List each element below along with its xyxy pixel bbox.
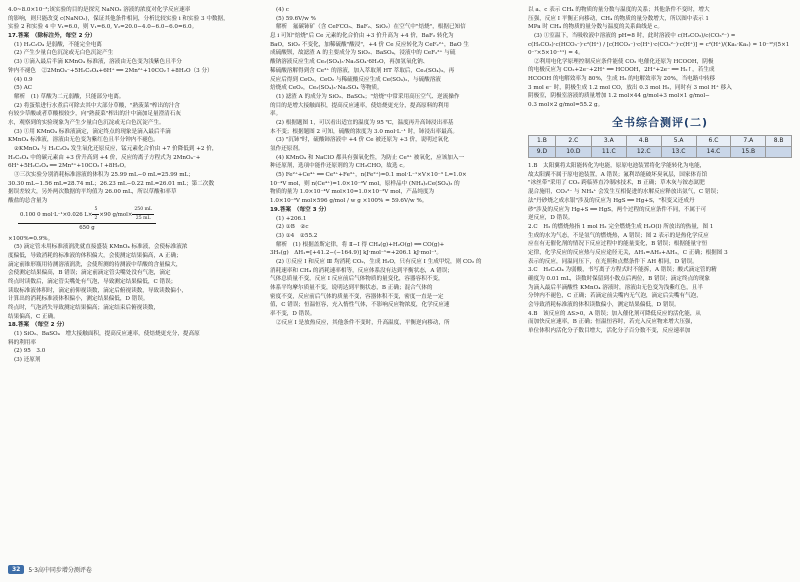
answer-key-cell: 2.C: [555, 136, 591, 147]
text-line: 确度为 0.01 mL，读数时保留到小数点后两位，B 错误；滴定终点的现象: [528, 276, 710, 282]
text-line: 据误差较大，另外两次数据的平均值为 26.00 mL，所以草酸和率草: [8, 189, 177, 196]
answer-key-cell: 11.C: [591, 147, 626, 158]
text-line: 0.3 mol×2 g/mol=55.2 g。: [528, 101, 604, 108]
text-line: 以 a、c 表示 CH₄ 的物质的量分数与温度的关系；其他条件不变时，增大: [528, 7, 710, 13]
text-line: (3) 还原剂: [14, 357, 41, 364]
column-left: [8, 6, 260, 365]
text-line: (1) H₂C₂O₄ 是弱酸，不能完全电离: [14, 41, 102, 48]
text-line: (2) 根据题图 1，可以看出适宜的温度为 95 ℃，温度再升高铈浸出率基: [276, 119, 454, 126]
text-line: 气体总质量不变，反应 Ⅰ 反应前后气体物质的量变化，容器容积不变，: [270, 276, 444, 283]
column-middle-text: [270, 6, 514, 327]
column-right-text-bottom: [528, 162, 792, 335]
text-line: 19.答案 （每空 3 分）: [270, 206, 330, 213]
text-line: 物质的量为 1.0×10⁻⁴V mol×10=1.0×10⁻³V mol，产品纯度为: [270, 189, 435, 196]
text-line: "冰丝带"采用了 CO₂ 跨临界直冷制冰技术，B 正确；草木灰与铵态氮肥: [528, 180, 705, 187]
answer-key-cell: 9.D: [529, 147, 556, 158]
text-line: 而加快反应速率，B 正确；恒温恒容时，若充入反应物来增大压强，: [528, 319, 697, 326]
text-line: 稀硫酸溶解得到含 Ce³⁺ 的溶液，加入萃取剂 HT 萃取后，Ce₂(SO₄)₃，再: [270, 67, 455, 74]
text-line: ②KMnO₄ 与 H₂C₂O₄ 发生氧化还原反应，锰元素化合价由 +7 价降低到 +2 价，: [14, 146, 218, 152]
text-line: 4.0~8.0×10⁻³;该实验的目的是探究 NaNO₂ 溶液的浓度对化学反应速率: [8, 7, 191, 13]
answer-key-row-2: [529, 147, 792, 158]
text-line: 解析 (1) 草酸为二元弱酸，只能部分电离。: [14, 93, 125, 100]
text-line: (1) +206.1: [276, 215, 307, 222]
answer-key-cell: 15.B: [731, 147, 766, 158]
column-middle: [270, 6, 514, 327]
text-line: 2.C H₂ 的燃烧热指 1 mol H₂ 完全燃烧生成 H₂O(l) 所放出的热量，图 1: [528, 223, 714, 230]
text-line: 计算出的消耗标准液体积偏小，测定结果偏低，D 错误。: [8, 296, 149, 303]
text-line: ②利用电化学原理控制反应条件能使 CO₂ 电催化还原为 HCOOH，阴极: [534, 58, 714, 65]
answer-key-cell: 6.C: [696, 136, 731, 147]
text-line: 钟内不褪色 ②2MnO₄⁻+5H₂C₂O₄+6H⁺ ══ 2Mn²⁺+10CO₂↑+8H₂O（3 分）: [8, 67, 213, 74]
formula-frac1-num: 5: [92, 206, 99, 215]
answer-key-cell: 14.C: [696, 147, 731, 158]
column-right-text-top: [528, 6, 792, 109]
text-line: H₂C₂O₄ 中的碳元素由 +3 价升高到 +4 价，反应的离子方程式为 2MnO₄⁻+: [8, 154, 201, 161]
text-line: 息 i 可知"焙烧"后 Ce 元素的化合价由 +3 价升高为 +4 价，BaF₂ 转化为: [270, 33, 454, 40]
text-line: ②反应 Ⅰ 是放热反应，其他条件不变时，升高温度，平衡逆向移动，所: [276, 319, 450, 326]
text-line: (5) AC: [14, 85, 33, 92]
text-line: 1.0×10⁻³V mol×596 g/mol / w g ×100% = 59.6V/w %。: [270, 198, 428, 205]
answer-key-cell: 12.C: [626, 147, 661, 158]
answer-key-cell: [766, 147, 792, 158]
formula-mid: ×90 g/mol×: [99, 212, 133, 219]
formula-frac1-den: 2: [94, 216, 98, 222]
text-line: 的目的是增大接触面积，提高反应速率，使焙烧更充分，提高原料的利用: [270, 102, 450, 109]
text-line: 滴定前锥形瓶用待测溶液润洗，会使所测的待测液中草酸的含量偏大，: [8, 261, 182, 268]
text-line: (4) 0.9: [14, 76, 33, 83]
text-line: 30.30 mL−1.56 mL=28.74 mL；26.23 mL−0.22 mL=26.01 mL；第二次数: [8, 180, 215, 187]
text-line: 解析 (1) 根据盖斯定律，将 Ⅱ−Ⅰ 得 CH₄(g)+H₂O(g) ══ CO(g)+: [276, 241, 445, 248]
text-line: 10⁻⁴V mol，则 n(Ce⁴⁺)=1.0×10⁻⁴V mol，原样品中 (NH₄)₂Ce(SO₄)₃ 的: [270, 180, 460, 187]
page-number: 32: [8, 565, 24, 574]
text-line: 氢作还原剂。: [270, 146, 304, 152]
answer-key-cell: 4.B: [626, 136, 661, 147]
column-right: [528, 6, 792, 336]
text-line: 终点时读数后，滴定管尖嘴处有气泡，导致测定结果偏低，C 错误；: [8, 278, 177, 285]
text-line: 反应后得到 CeO₂，CeO₂ 与稀硫酸反应生成 Ce(SO₄)₂，与硫酸溶液: [270, 76, 441, 83]
text-line: 逆反应，D 错误。: [528, 215, 574, 222]
answer-key-cell: 13.C: [661, 147, 696, 158]
formula-lead: 0.100 0 mol·L⁻¹×0.026 L×: [20, 212, 93, 219]
text-line: 率不变，D 错误。: [270, 311, 316, 318]
book-title: 5·3高中同步增分测评卷: [28, 566, 92, 574]
text-line: (2) 将蛋浆进行水煮后可除去其中大部分草酸，"熟菠菜"榨出的汁含: [14, 102, 180, 109]
text-line: (3) ①4 ②55.2: [276, 232, 318, 239]
text-line: 种还原剂，选项中能作还原剂的为 CH₃CHO，故选 c。: [270, 163, 409, 170]
text-line: 故太阳翼不属于原电池装置，A 错误；氟利昂能破坏臭氧层，国家体育馆: [528, 171, 708, 178]
text-line: 成硫酸钡，故滤渣 A 的主要成分为 SiO₂、BaSO₄，浸液中的 CeF₂²⁺ 与硫: [270, 50, 456, 57]
text-line: (5) 59.6V/w %: [276, 15, 316, 22]
text-line: 水，观察到的实验现象为产生少量白色沉淀或无白色沉淀产生。: [8, 119, 165, 126]
text-line: 焙烧成 CeO₂，Ce₂(SO₄)₃·Na₂SO₄ 等物质。: [270, 85, 383, 92]
text-line: 密度不变，反应前后气体的质量不变，容器体积不变，密度一直是一定: [270, 293, 444, 300]
text-line: 表示的反应，同温同压下，在光照和点燃条件下 ΔH 相同，D 错误。: [528, 258, 698, 265]
text-line: 会导致消耗标准液的体积读数偏小，测定结果偏低，D 错误。: [528, 302, 680, 309]
text-line: 解析 氟碳铈矿（含 CeFCO₃、BaF₂、SiO₂）在空气中"焙烧"，根据已知信: [276, 24, 466, 31]
answer-key-cell: 1.B: [529, 136, 556, 147]
text-line: 结果偏高，C 正确。: [8, 313, 59, 320]
text-line: 定律，化学反应的反应热与反应途径无关，ΔH₁=ΔH₂+ΔH₃，C 正确；根据图 3: [528, 249, 728, 256]
text-line: (4) c: [276, 7, 289, 13]
text-line: 法"丹砂烧之成水银"涉及的反应为 HgS ══ Hg+S，"积变又还成丹: [528, 197, 695, 204]
purity-formula: [18, 206, 260, 232]
text-line: (2) ①B ②c: [276, 224, 309, 231]
text-line: (1) SiO₂、BaSO₄ 增大接触面积，提高反应速率，使焙烧更充分，提高原: [14, 331, 200, 338]
text-line: 17.答案 （除标注外，每空 2 分）: [8, 33, 96, 40]
column-left-text-a: [8, 6, 260, 205]
column-left-text-b: [8, 235, 260, 365]
text-line: ③三次实验分别消耗标准溶液的体积为 25.99 mL−0 mL=25.99 mL；: [14, 172, 194, 179]
text-line: (5) Fe²⁺+Ce⁴⁺ ══ Ce³⁺+Fe³⁺，n(Fe²⁺)=0.1 mol·L⁻¹×V×10⁻³ L=1.0×: [276, 172, 467, 179]
text-line: (3) ①滴入最后半滴 KMnO₄ 标准液，溶液由无色变为浅紫色且半分: [14, 59, 182, 66]
text-line: 1.B 太阳翼将太阳能转化为电能，原原电池装置将化学能转化为电能，: [528, 163, 706, 170]
text-line: 读取标准液体积时，滴定前仰视读数，滴定后俯视读数，导致读数偏小，: [8, 287, 188, 294]
text-line: ×100%=0.9%。: [8, 235, 54, 242]
text-line: 值，C 错误；恒温恒容，充入惰性气体，不影响反应物浓度，化学反应速: [270, 302, 450, 309]
text-line: BaO，SiO₂ 不变化，加稀硫酸"酸浸"，+4 价 Ce 反应转化为 CeF₂²⁺，BaO 生: [270, 41, 469, 48]
text-line: 本不变；根据题图 2 可知，硫酸的浓度为 3.0 mol·L⁻¹ 时，铈浸出率最高。: [270, 128, 458, 135]
answer-key-cell: 5.A: [661, 136, 696, 147]
text-line: 会使测定结果偏高，B 错误；滴定前滴定管尖嘴处没有气泡，滴定: [8, 270, 171, 277]
formula-frac2-den: 25 mL: [135, 216, 151, 222]
text-line: 酸盐的总含量为: [8, 198, 48, 205]
text-line: 为滴入最后半滴酸性 KMnO₄ 溶液时，溶液由无色变为浅紫红色，且半: [528, 284, 703, 291]
text-line: (3) ①用 KMnO₄ 标准液滴定，滴定终点的现象是滴入最后半滴: [14, 128, 171, 135]
text-line: 18.答案 （每空 2 分）: [8, 322, 68, 329]
text-line: 分钟内不褪色，C 正确；若滴定前尖嘴内无气泡，滴定后尖嘴有气泡，: [528, 293, 702, 300]
text-line: 的影响，则只能改变 c(NaNO₂)，保证其他条件相同，分析比较实验 i 和实验 3 中数据，: [8, 15, 229, 22]
text-line: 消耗速率和 CH₄ 的消耗速率相等，反应体系没有达到平衡状态，A 错误；: [270, 267, 453, 274]
text-line: 应在有无催化剂的情况下反应过程中的能量变化，B 错误；根据能量守恒: [528, 241, 708, 248]
text-line: 3H₂(g) ΔH₁=[+41.2−(−164.9)] kJ·mol⁻¹=+206.1 kJ·mol⁻¹。: [270, 250, 442, 257]
answer-key-cell: 10.D: [555, 147, 591, 158]
text-line: 酸钠溶液反应生成 Ce₂(SO₄)₃·Na₂SO₄·6H₂O，再加氢氧化钠、: [270, 59, 429, 66]
text-line: (4) KMnO₄ 和 NaClO 都具有强氧化性，为防止 Ce³⁺ 被氧化，应该加入一: [276, 154, 465, 161]
text-line: (2) ①反应 Ⅰ 和反应 Ⅲ 均消耗 CO₂，生成 H₂O，只有反应 Ⅰ 生成甲烷，则 CO₂ 的: [276, 258, 482, 265]
section-title: 全书综合测评(二): [611, 116, 709, 130]
text-line: MPa 时 CH₄ 的物质的量分数与温度的关系曲线是 c。: [528, 24, 663, 31]
text-line: 4.B 该反应的 ΔS>0，A 错误；加入催化剂可降低反应的活化能，从: [528, 310, 702, 317]
text-line: 终点时，气泡消失导致测定结果偏高；滴定结束后俯视读数，: [8, 305, 160, 311]
text-line: (2) 产生少量白色沉淀或无白色沉淀产生: [14, 50, 114, 57]
page-footer: [8, 562, 92, 576]
text-line: 阴极室，阴极室溶液的质量增加 1.2 mol×44 g/mol+3 mol×1 g/mol−: [528, 93, 710, 100]
text-line: 3 mol e⁻ 时，阴极生成 1.2 mol CO，放出 0.3 mol H₂，同时有 3 mol H⁺ 移入: [528, 84, 732, 91]
text-line: 压强，反应 Ⅰ 平衡正向移动，CH₄ 的物质的量分数增大，所以图中表示 1: [528, 15, 709, 22]
text-line: 度偏低，导致消耗的标准液的体积偏大，会使测定结果偏高，A 正确；: [8, 252, 182, 259]
text-line: 混合施用，CO₃²⁻ 与 NH₄⁺ 会发生互相促进的水解反应释放出氨气，C 错误；: [528, 189, 722, 196]
text-line: (5) 滴定管未用标准液润洗就直接盛装 KMnO₄ 标准液，会使标准液浓: [14, 244, 188, 251]
answer-key-row-1: [529, 136, 792, 147]
text-line: 砂"涉及的反应为 Hg+S ══ HgS，两个过程的反应条件不同，不属于可: [528, 206, 707, 213]
text-line: (3) "沉铈"时，硫酸铈溶液中 +4 价 Ce 被还原为 +3 价，说明过氧化: [276, 137, 449, 144]
text-line: 的电极反应为 CO₂+2e⁻+2H⁺ ══ HCOOH，2H⁺+2e⁻ ══ H₂↑，若生成: [528, 67, 715, 74]
formula-outer-den: 650 g: [79, 225, 95, 232]
text-line: 实验 2 和实验 4 中 V₁=6.0，则 V₁=6.0, V₂=20.0−4.0−6.0−6.0=6.0。: [8, 24, 198, 31]
text-line: (1) 滤渣 A 的成分为 SiO₂、BaSO₄；"焙烧"中常采用高压空气、逆流操作: [276, 93, 460, 100]
formula-frac2-num: 250 mL: [132, 206, 154, 215]
text-line: c(H₂CO₃)·c(HCO₃⁻)·c²(H⁺) / [c(HCO₃⁻)·c(H⁺)·c(CO₃²⁻)·c(H⁺)] = c²(H⁺)/(Ka₁·Ka₂) = 10⁻¹⁶/(5×10⁻⁷×5×10⁻¹¹) = 4。: [528, 41, 790, 56]
text-line: 有较少草酸或者草酸根较少，向"熟菠菜"榨出的汁中滴加足量澄清石灰: [8, 111, 181, 118]
text-line: 体系平均摩尔质量不变，说明达到平衡状态，B 正确；混合气体的: [270, 285, 433, 291]
text-line: (2) 95 3.0: [14, 348, 46, 355]
text-line: KMnO₄ 标准液，溶液由无色变为紫红色且半分钟内不褪色。: [8, 137, 159, 144]
answer-key-cell: 3.A: [591, 136, 626, 147]
answer-key-cell: 7.A: [731, 136, 766, 147]
answer-key-cell: 8.B: [766, 136, 792, 147]
text-line: 料的利用率: [8, 339, 36, 346]
text-line: 率。: [270, 111, 282, 118]
text-line: HCOOH 的电解效率为 80%，生成 H₂ 的电解效率为 20%，当电路中转移: [528, 75, 716, 82]
text-line: 6H⁺+5H₂C₂O₄ ══ 2Mn²⁺+10CO₂↑+8H₂O。: [8, 163, 130, 170]
text-line: (3) ①室温下，当吸收液中溶液的 pH=8 时，此时溶液中 c(H₂CO₃)/c(CO₃²⁻) =: [534, 33, 736, 40]
text-line: 生成的水为气态，不是氢气的燃烧热，A 错误；图 2 表示的是热化学反应: [528, 232, 709, 239]
text-line: 单位体积内活化分子数目增大，活化分子百分数不变，反应速率加: [528, 328, 691, 335]
text-line: 3.C H₂C₂O₄ 为弱酸，书写离子方程式时不能拆，A 错误；酸式滴定管的精: [528, 267, 717, 274]
answer-key-table: [528, 135, 792, 158]
